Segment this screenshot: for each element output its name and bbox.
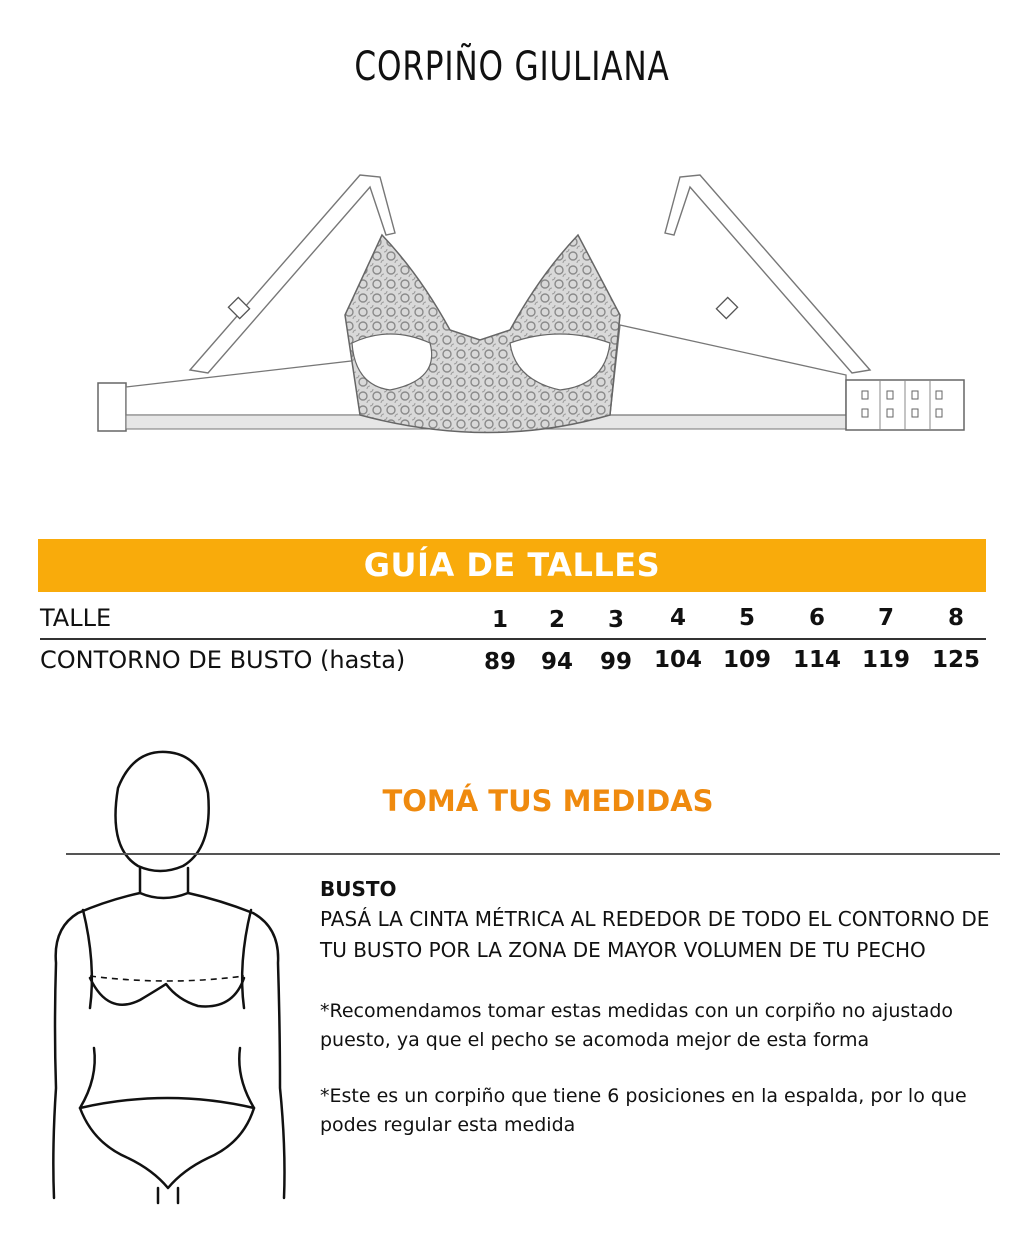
page-title: CORPIÑO GIULIANA bbox=[354, 44, 670, 90]
size-row-label: TALLE bbox=[40, 604, 112, 632]
size-cell: 3 bbox=[607, 607, 624, 633]
bust-row bbox=[40, 640, 986, 680]
bust-cell: 109 bbox=[722, 647, 771, 673]
size-cell: 5 bbox=[738, 605, 755, 631]
size-cell: 7 bbox=[877, 605, 894, 631]
bust-cell: 125 bbox=[931, 647, 980, 673]
size-guide-banner: GUÍA DE TALLES bbox=[38, 539, 986, 592]
measure-title: TOMÁ TUS MEDIDAS bbox=[382, 784, 714, 818]
busto-heading: BUSTO bbox=[320, 877, 397, 901]
bust-cell: 114 bbox=[792, 647, 841, 673]
recommendation-note: *Recomendamos tomar estas medidas con un corpiño no ajustado puesto, ya que el pecho se acomoda mejor de esta forma bbox=[320, 1000, 954, 1051]
size-cell: 6 bbox=[808, 605, 825, 631]
size-cell: 2 bbox=[548, 607, 565, 633]
bust-row-label: CONTORNO DE BUSTO (hasta) bbox=[40, 646, 406, 674]
bra-illustration bbox=[90, 165, 970, 455]
busto-instructions: PASÁ LA CINTA MÉTRICA AL REDEDOR DE TODO EL CONTORNO DE TU BUSTO POR LA ZONA DE MAYOR VOLUMEN DE TU PECHO bbox=[320, 907, 990, 962]
adjustment-note: *Este es un corpiño que tiene 6 posiciones en la espalda, por lo que podes regular esta medida bbox=[320, 1085, 967, 1136]
section-divider bbox=[66, 853, 1000, 855]
size-row bbox=[40, 598, 986, 640]
bust-cell: 89 bbox=[483, 649, 516, 675]
body-figure bbox=[48, 748, 298, 1208]
bust-cell: 94 bbox=[540, 649, 573, 675]
size-cell: 1 bbox=[491, 607, 508, 633]
size-cell: 8 bbox=[947, 605, 964, 631]
bust-cell: 104 bbox=[653, 647, 702, 673]
bust-cell: 119 bbox=[861, 647, 910, 673]
size-cell: 4 bbox=[669, 605, 686, 631]
bust-cell: 99 bbox=[599, 649, 632, 675]
